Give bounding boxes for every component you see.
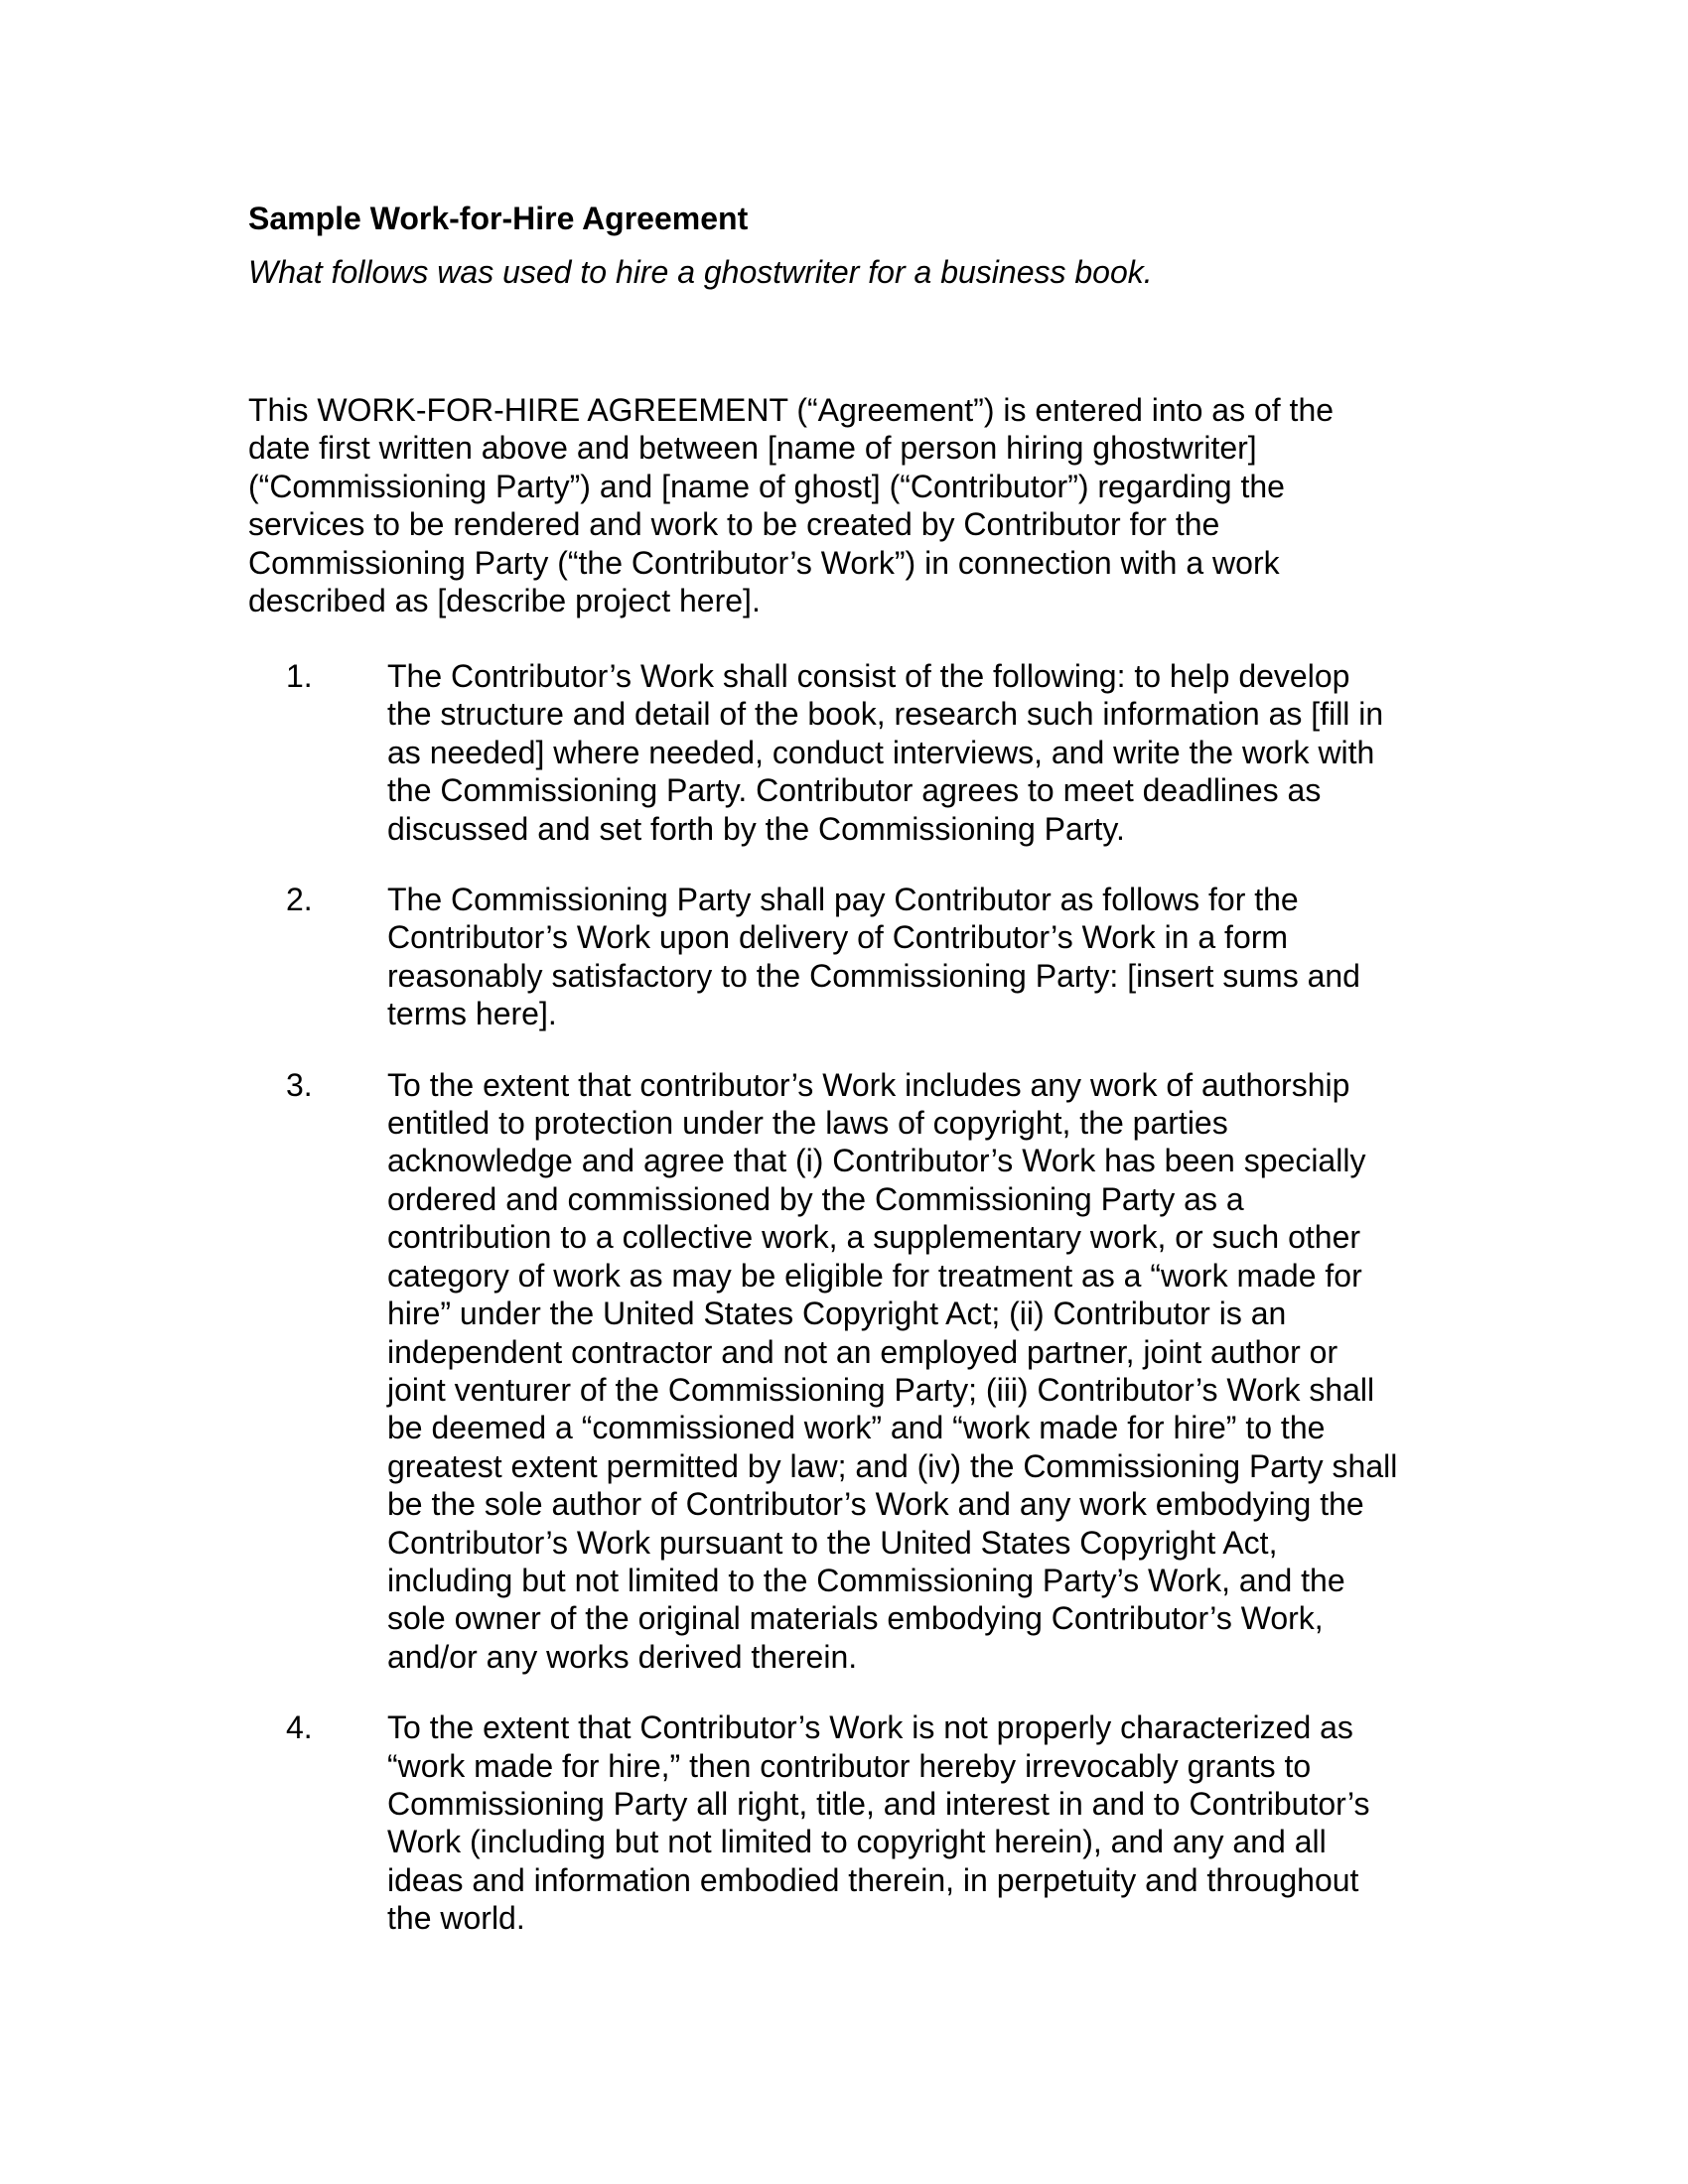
clause-line: Commissioning Party all right, title, and interest in and to Contributor’s [387,1785,1370,1822]
clause-line: independent contractor and not an employed partner, joint author or [387,1333,1338,1370]
clause-item [248,657,1470,848]
clause-line: discussed and set forth by the Commissioning Party. [387,810,1125,847]
intro-line: This WORK-FOR-HIRE AGREEMENT (“Agreement”) is entered into as of the [248,392,1335,428]
clause-item [248,881,1470,1033]
clause-line: Contributor’s Work pursuant to the United States Copyright Act, [387,1524,1278,1561]
intro-line: services to be rendered and work to be created by Contributor for the [248,506,1220,543]
clause-line: be the sole author of Contributor’s Work and any work embodying the [387,1486,1364,1523]
clause-line: category of work as may be eligible for treatment as a “work made for [387,1257,1362,1294]
numbered-clauses [248,657,1470,1971]
document-page [248,199,1470,1937]
document-title: Sample Work-for-Hire Agreement [248,201,749,236]
clause-line: be deemed a “commissioned work” and “work made for hire” to the [387,1410,1326,1446]
clause-line: joint venturer of the Commissioning Party; (iii) Contributor’s Work shall [387,1371,1375,1408]
intro-line: date first written above and between [name of person hiring ghostwriter] [248,430,1257,467]
clause-line: The Contributor’s Work shall consist of the following: to help develop [387,658,1350,694]
clause-line: greatest extent permitted by law; and (iv) the Commissioning Party shall [387,1447,1398,1484]
clause-line: and/or any works derived therein. [387,1638,858,1675]
clause-line: sole owner of the original materials embodying Contributor’s Work, [387,1600,1324,1637]
intro-line: (“Commissioning Party”) and [name of ghost] (“Contributor”) regarding the [248,468,1285,504]
clause-line: To the extent that contributor’s Work includes any work of authorship [387,1066,1350,1103]
clause-line: including but not limited to the Commissioning Party’s Work, and the [387,1562,1345,1598]
clause-line: entitled to protection under the laws of copyright, the parties [387,1105,1228,1142]
clause-line: The Commissioning Party shall pay Contributor as follows for the [387,882,1299,918]
clause-line: ideas and information embodied therein, in perpetuity and throughout [387,1861,1359,1898]
clause-item [248,1066,1470,1677]
clause-line: Contributor’s Work upon delivery of Contributor’s Work in a form [387,919,1289,956]
clause-number: 2. [286,882,313,918]
document-subtitle: What follows was used to hire a ghostwriter for a business book. [248,254,1153,290]
intro-line: described as [describe project here]. [248,583,761,619]
clause-line: “work made for hire,” then contributor hereby irrevocably grants to [387,1747,1312,1784]
clause-line: reasonably satisfactory to the Commissioning Party: [insert sums and [387,957,1360,994]
clause-line: acknowledge and agree that (i) Contributor’s Work has been specially [387,1143,1366,1179]
clause-line: as needed] where needed, conduct interviews, and write the work with [387,734,1375,770]
clause-number: 3. [286,1066,313,1103]
clause-item [248,1708,1470,1937]
clause-line: hire” under the United States Copyright Act; (ii) Contributor is an [387,1296,1287,1332]
clause-line: Work (including but not limited to copyright herein), and any and all [387,1824,1327,1860]
clause-line: the Commissioning Party. Contributor agrees to meet deadlines as [387,772,1322,809]
clause-line: the world. [387,1900,525,1937]
clause-line: the structure and detail of the book, research such information as [fill in [387,696,1384,733]
clause-line: terms here]. [387,996,557,1032]
clause-line: ordered and commissioned by the Commissioning Party as a [387,1180,1244,1217]
intro-paragraph [248,391,1400,619]
clause-number: 4. [286,1709,313,1746]
intro-line: Commissioning Party (“the Contributor’s Work”) in connection with a work [248,544,1280,581]
clause-line: To the extent that Contributor’s Work is not properly characterized as [387,1709,1353,1746]
clause-number: 1. [286,658,313,694]
clause-line: contribution to a collective work, a supplementary work, or such other [387,1219,1361,1256]
